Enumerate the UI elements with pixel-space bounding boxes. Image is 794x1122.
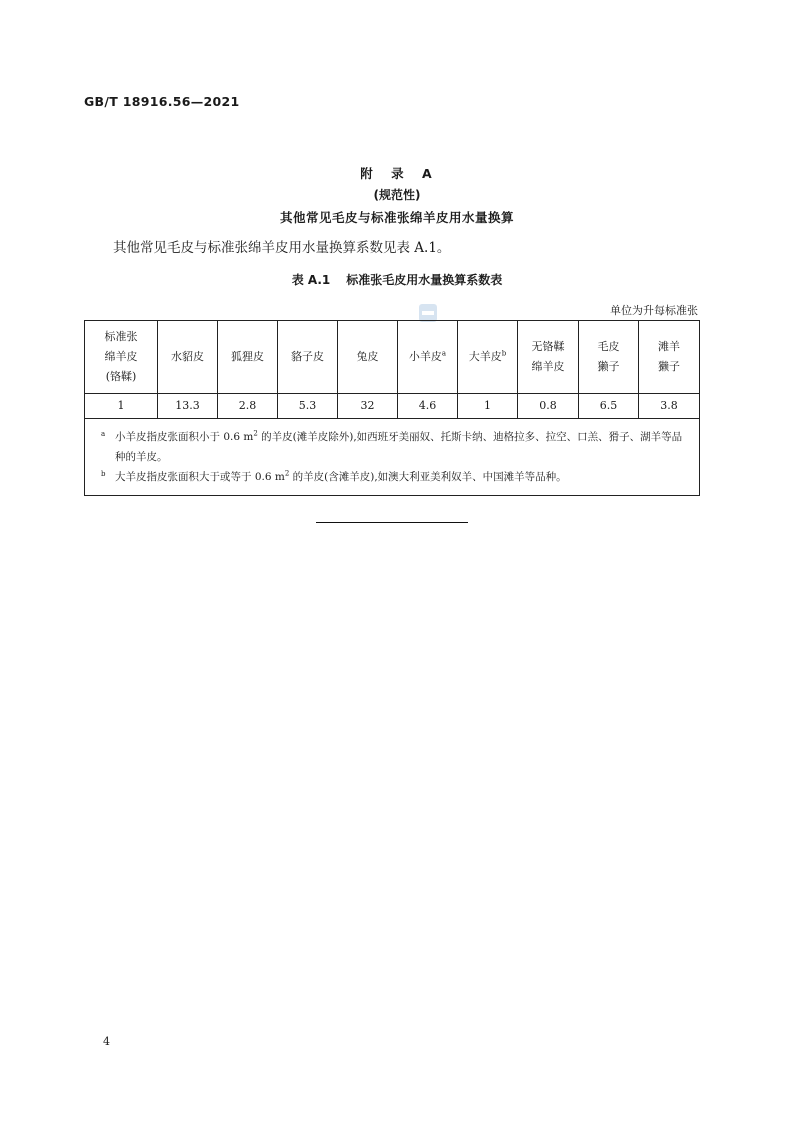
header-cell: 貉子皮 [278,321,338,394]
conversion-table [84,320,700,496]
value-cell: 2.8 [218,394,278,419]
header-cell: 兔皮 [338,321,398,394]
end-rule [316,522,468,523]
value-cell: 5.3 [278,394,338,419]
annex-title: 附 录 A [360,166,434,181]
value-cell: 1 [458,394,518,419]
header-cell: 滩羊 獭子 [639,321,700,394]
value-cell: 3.8 [639,394,700,419]
header-cell: 毛皮 獭子 [579,321,639,394]
standard-code: GB/T 18916.56—2021 [84,94,240,109]
header-cell: 小羊皮$^a$ [398,321,458,394]
footnote-mark: b [101,470,106,478]
value-cell: 32 [338,394,398,419]
header-cell: 狐狸皮 [218,321,278,394]
value-cell: 4.6 [398,394,458,419]
value-cell: 13.3 [158,394,218,419]
table-notes-cell [85,419,700,496]
value-cell: 1 [85,394,158,419]
value-cell: 6.5 [579,394,639,419]
table-header-row [85,321,700,394]
footnote-ref: b [501,349,507,358]
table-value-row [85,394,700,419]
table-caption-id: 表 A.1 [291,273,331,287]
table-notes-row [85,419,700,496]
value-cell: 0.8 [518,394,579,419]
footnote-b: b 大羊皮指皮张面积大于或等于 0.6 $m^2$ 的羊皮(含滩羊皮),如澳大利亚美利奴羊、中国滩羊等品种。 [115,467,691,487]
footnote-mark: a [101,430,106,438]
table-caption-text: 标准张毛皮用水量换算系数表 [346,273,503,287]
footnote-ref: a [441,349,447,358]
annex-type: (规范性) [373,188,421,202]
header-cell: 标准张 绵羊皮 (铬鞣) [85,321,158,394]
table-caption [0,271,794,288]
table-unit: 单位为升每标准张 [610,304,698,317]
intro-paragraph: 其他常见毛皮与标准张绵羊皮用水量换算系数见表 A.1。 [113,240,451,256]
annex-name: 其他常见毛皮与标准张绵羊皮用水量换算 [279,210,514,225]
header-cell: 大羊皮$^b$ [458,321,518,394]
page-number: 4 [103,1035,110,1048]
footnote-a: a 小羊皮指皮张面积小于 0.6 $m^2$ 的羊皮(滩羊皮除外),如西班牙美丽奴、托斯卡纳、迪格拉多、拉空、口羔、猾子、湖羊等品种的羊皮。 [115,427,691,467]
header-cell: 无铬鞣 绵羊皮 [518,321,579,394]
header-cell: 水貂皮 [158,321,218,394]
